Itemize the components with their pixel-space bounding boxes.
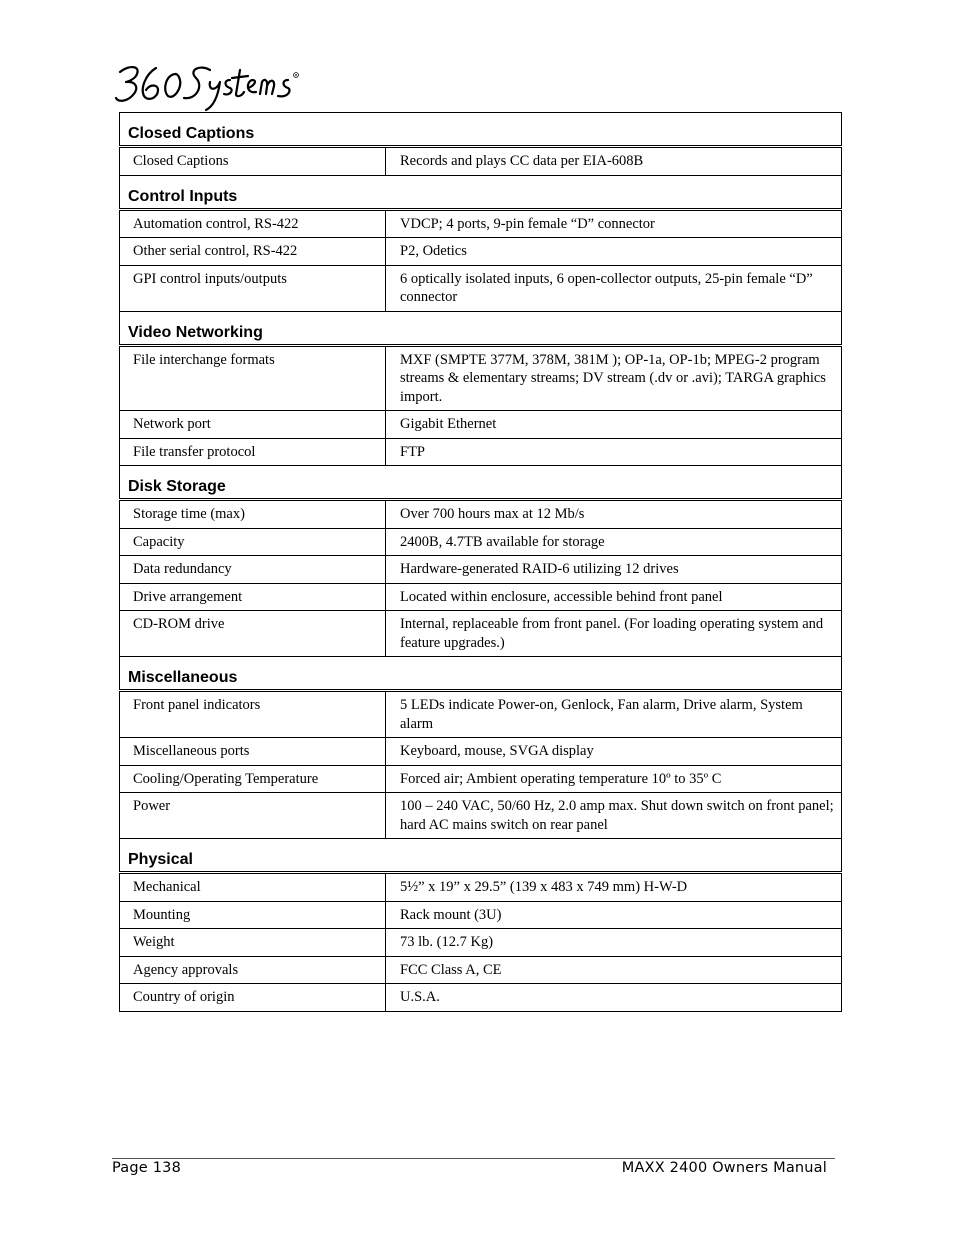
spec-value: Rack mount (3U) [386,901,842,929]
spec-value: U.S.A. [386,984,842,1012]
section-title: Closed Captions [120,113,842,147]
spec-label: Weight [120,929,386,957]
footer-manual-title: MAXX 2400 Owners Manual [621,1160,827,1176]
table-row [120,147,842,176]
spec-value: VDCP; 4 ports, 9-pin female “D” connector [386,209,842,238]
spec-label: Closed Captions [120,147,386,176]
spec-value: 100 – 240 VAC, 50/60 Hz, 2.0 amp max. Shut down switch on front panel; hard AC mains switch on rear panel [386,793,842,839]
table-row [120,793,842,839]
spec-label: Other serial control, RS-422 [120,238,386,266]
spec-label: Miscellaneous ports [120,738,386,766]
section-header-row [120,839,842,873]
specifications-table [119,112,842,1012]
section-header-row [120,657,842,691]
table-row [120,438,842,466]
spec-label: File interchange formats [120,345,386,411]
table-row [120,209,842,238]
spec-value: MXF (SMPTE 377M, 378M, 381M ); OP-1a, OP-1b; MPEG-2 program streams & elementary streams; DV stream (.dv or .avi); TARGA graphics import. [386,345,842,411]
spec-value: 2400B, 4.7TB available for storage [386,528,842,556]
section-header-row [120,311,842,345]
spec-value: Records and plays CC data per EIA-608B [386,147,842,176]
spec-value: 5 LEDs indicate Power-on, Genlock, Fan alarm, Drive alarm, System alarm [386,691,842,738]
section-title: Disk Storage [120,466,842,500]
table-row [120,500,842,529]
spec-label: File transfer protocol [120,438,386,466]
table-row [120,691,842,738]
spec-value: Gigabit Ethernet [386,411,842,439]
spec-label: Front panel indicators [120,691,386,738]
spec-label: GPI control inputs/outputs [120,265,386,311]
360-systems-logo-icon [112,56,307,114]
spec-label: CD-ROM drive [120,611,386,657]
table-row [120,901,842,929]
table-row [120,528,842,556]
section-title: Control Inputs [120,175,842,209]
spec-label: Storage time (max) [120,500,386,529]
table-row [120,238,842,266]
table-row [120,411,842,439]
spec-value: Over 700 hours max at 12 Mb/s [386,500,842,529]
footer-divider [112,1158,835,1159]
spec-label: Cooling/Operating Temperature [120,765,386,793]
spec-value: Forced air; Ambient operating temperature 10º to 35º C [386,765,842,793]
spec-label: Data redundancy [120,556,386,584]
spec-label: Mounting [120,901,386,929]
spec-value: FTP [386,438,842,466]
section-title: Video Networking [120,311,842,345]
table-row [120,556,842,584]
table-row [120,929,842,957]
section-title: Miscellaneous [120,657,842,691]
spec-value: Keyboard, mouse, SVGA display [386,738,842,766]
spec-label: Country of origin [120,984,386,1012]
spec-value: P2, Odetics [386,238,842,266]
spec-label: Automation control, RS-422 [120,209,386,238]
spec-label: Network port [120,411,386,439]
spec-value: 6 optically isolated inputs, 6 open-collector outputs, 25-pin female “D” connector [386,265,842,311]
table-row [120,984,842,1012]
footer-page-number: Page 138 [112,1160,181,1176]
spec-value: FCC Class A, CE [386,956,842,984]
spec-label: Mechanical [120,873,386,902]
table-row [120,956,842,984]
table-row [120,738,842,766]
table-row [120,611,842,657]
section-header-row [120,466,842,500]
table-row [120,873,842,902]
spec-label: Power [120,793,386,839]
section-header-row [120,175,842,209]
table-row [120,345,842,411]
table-row [120,583,842,611]
spec-value: 5½” x 19” x 29.5” (139 x 483 x 749 mm) H-W-D [386,873,842,902]
spec-label: Capacity [120,528,386,556]
table-row [120,765,842,793]
spec-value: Internal, replaceable from front panel. (For loading operating system and feature upgrades.) [386,611,842,657]
spec-label: Agency approvals [120,956,386,984]
spec-value: 73 lb. (12.7 Kg) [386,929,842,957]
section-header-row [120,113,842,147]
spec-label: Drive arrangement [120,583,386,611]
table-row [120,265,842,311]
spec-value: Located within enclosure, accessible behind front panel [386,583,842,611]
spec-value: Hardware-generated RAID-6 utilizing 12 drives [386,556,842,584]
section-title: Physical [120,839,842,873]
